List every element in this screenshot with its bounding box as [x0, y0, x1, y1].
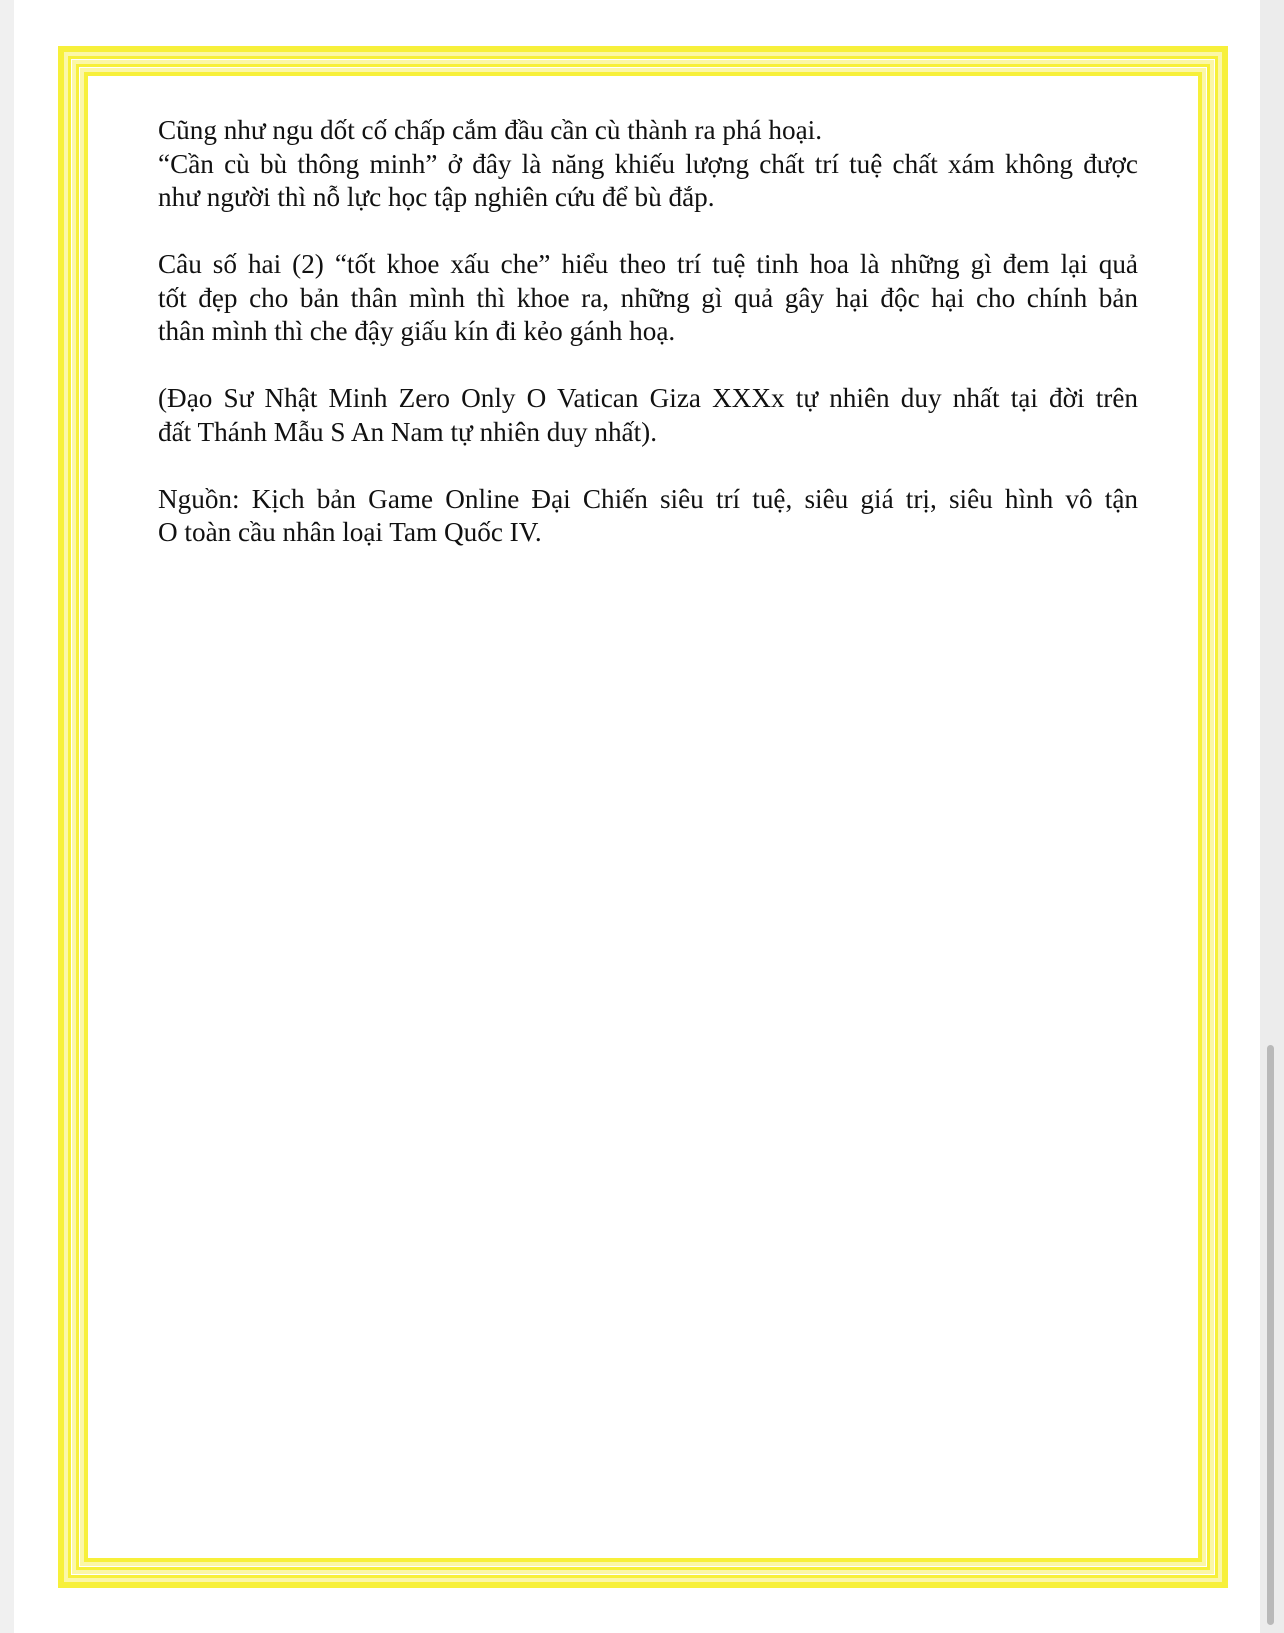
scrollbar-thumb[interactable] — [1267, 1045, 1274, 1625]
text-line: tốt đẹp cho bản thân mình thì khoe ra, những gì quả gây hại độc hại cho chính bản — [158, 282, 1138, 313]
text-line: Câu số hai (2) “tốt khoe xấu che” hiểu theo trí tuệ tinh hoa là những gì đem lại quả — [158, 249, 1138, 279]
text-line: như người thì nỗ lực học tập nghiên cứu để bù đắp. — [158, 182, 715, 212]
text-line: Cũng như ngu dốt cố chấp cắm đầu cần cù thành ra phá hoại. — [158, 115, 823, 145]
text-line: đất Thánh Mẫu S An Nam tự nhiên duy nhất). — [158, 416, 658, 447]
paragraph — [158, 248, 1138, 349]
paragraph — [158, 114, 1138, 215]
text-line: (Đạo Sư Nhật Minh Zero Only O Vatican Giza XXXx tự nhiên duy nhất tại đời trên — [158, 383, 1138, 413]
text-line: “Cần cù bù thông minh” ở đây là năng khiếu lượng chất trí tuệ chất xám không được — [158, 148, 1138, 179]
paragraph — [158, 483, 1138, 550]
paragraph — [158, 382, 1138, 449]
text-line: Nguồn: Kịch bản Game Online Đại Chiến siêu trí tuệ, siêu giá trị, siêu hình vô tận — [158, 483, 1138, 514]
document-body — [158, 114, 1138, 583]
text-line: O toàn cầu nhân loại Tam Quốc IV. — [158, 517, 542, 547]
text-line: thân mình thì che đậy giấu kín đi kẻo gánh hoạ. — [158, 316, 676, 346]
